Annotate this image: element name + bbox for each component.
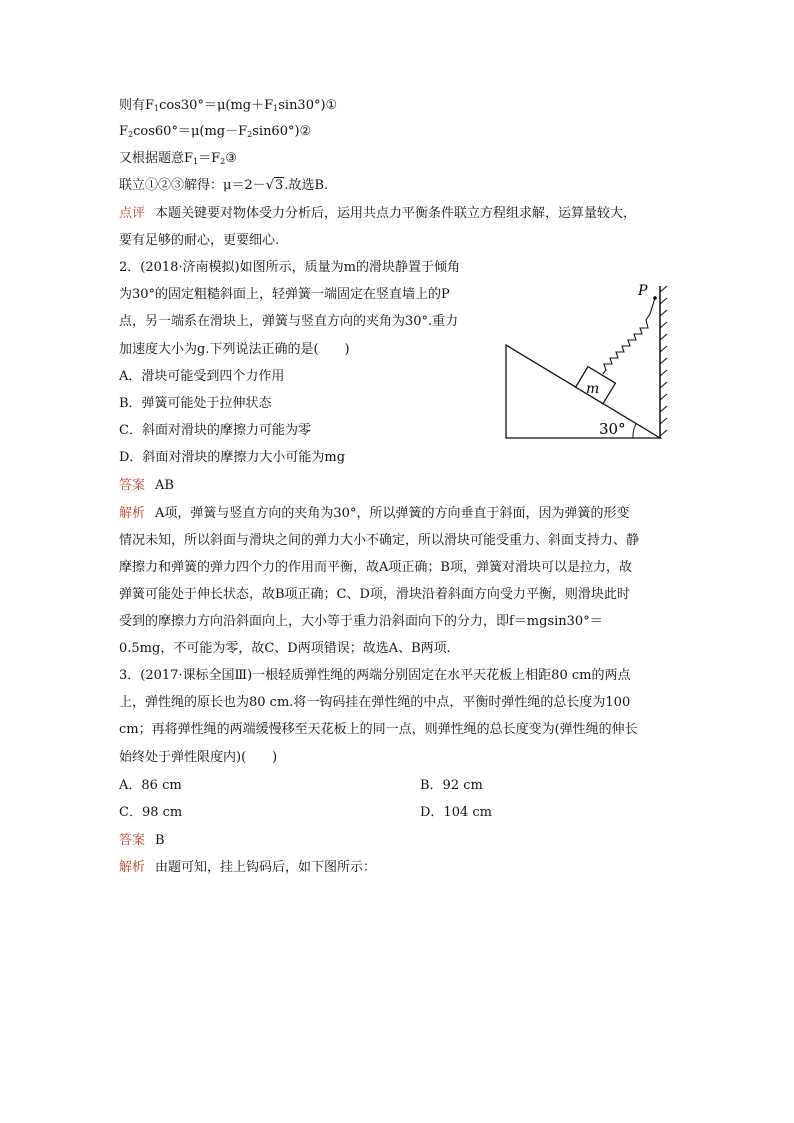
answer-label: 答案 (119, 833, 146, 848)
q3-option-d: D．104 cm (420, 805, 492, 820)
angle-arc (633, 424, 636, 438)
equation-3: 又根据题意$F_1=F_2③$ (119, 151, 237, 166)
q2-answer: 答案 AB (119, 478, 174, 493)
q3-line-2: 上，弹性绳的原长也为80 cm.将一钩码挂在弹性绳的中点，平衡时弹性绳的总长度为100 (119, 695, 631, 710)
point-p-dot (653, 296, 657, 300)
analysis-label: 解析 (119, 506, 146, 521)
q2-option-a: A．滑块可能受到四个力作用 (119, 369, 285, 384)
analysis-label: 解析 (119, 860, 146, 875)
q3-analysis-line-1: 解析 由题可知，挂上钩码后，如下图所示： (119, 860, 377, 875)
q2-line-2: 为30°的固定粗糙斜面上，轻弹簧一端固定在竖直墙上的P (119, 287, 450, 302)
sqrt-expression: √3 (265, 178, 284, 193)
answer-label: 答案 (119, 478, 146, 493)
q2-analysis-line-3: 摩擦力和弹簧的弹力四个力的作用而平衡，故A项正确；B项，弹簧对滑块可以是拉力，故 (119, 560, 632, 575)
q2-analysis-line-2: 情况未知，所以斜面与滑块之间的弹力大小不确定，所以滑块可能受重力、斜面支持力、静 (119, 533, 640, 548)
wall-hatching (660, 286, 667, 436)
q3-line-4: 始终处于弹性限度内)( ) (119, 750, 278, 765)
q3-line-3: cm；再将弹性绳的两端缓慢移至天花板上的同一点，则弹性绳的总长度变为(弹性绳的伸长 (119, 722, 638, 737)
q2-option-d: D．斜面对滑块的摩擦力大小可能为mg (119, 450, 346, 465)
equation-1: 则有$F_1\cos 30^\circ=\mu(mg+F_1\sin 30^\circ)①$ (119, 98, 338, 113)
q2-analysis-line-6: 0.5mg，不可能为零，故C、D两项错误；故选A、B两项. (119, 641, 451, 656)
q2-line-3: 点，另一端系在滑块上，弹簧与竖直方向的夹角为30°.重力 (119, 314, 459, 329)
q2-line-1: 2．(2018·济南模拟)如图所示，质量为m的滑块静置于倾角 (119, 260, 460, 275)
q3-option-b: B．92 cm (420, 778, 483, 793)
q2-option-c: C．斜面对滑块的摩擦力可能为零 (119, 423, 311, 438)
comment-label: 点评 (119, 206, 146, 221)
q2-analysis-line-1: 解析 A项，弹簧与竖直方向的夹角为30°，所以弹簧的方向垂直于斜面，因为弹簧的形变 (119, 506, 630, 521)
q3-answer: 答案 B (119, 833, 165, 848)
q3-line-1: 3．(2017·课标全国Ⅲ)一根轻质弹性绳的两端分别固定在水平天花板上相距80 cm的两点 (119, 668, 631, 683)
q3-option-a: A．86 cm (119, 778, 182, 793)
q2-analysis-line-5: 受到的摩擦力方向沿斜面向上，大小等于重力沿斜面向下的分力，即f＝mgsin30°＝ (119, 614, 603, 629)
comment-line-2: 要有足够的耐心，更要细心. (119, 233, 280, 248)
q2-analysis-line-4: 弹簧可能处于伸长状态，故B项正确；C、D项，滑块沿着斜面方向受力平衡，则滑块此时 (119, 587, 630, 602)
mass-label: m (586, 381, 600, 397)
incline-spring-figure (500, 278, 690, 443)
q3-option-c: C．98 cm (119, 805, 183, 820)
equation-2: $F_2\cos 60^\circ=\mu(mg-F_2\sin 60^\circ)②$ (119, 124, 312, 139)
equation-4: 联立①②③解得：μ＝2－√3.故选B. (119, 176, 328, 196)
comment-line-1: 点评 本题关键要对物体受力分析后，运用共点力平衡条件联立方程组求解，运算量较大， (119, 206, 637, 221)
point-p-label: P (638, 283, 648, 299)
q2-option-b: B．弹簧可能处于拉伸状态 (119, 396, 272, 411)
spring-zigzag (603, 298, 655, 374)
angle-label: 30° (599, 420, 626, 438)
q2-line-4: 加速度大小为g.下列说法正确的是( ) (119, 342, 350, 357)
